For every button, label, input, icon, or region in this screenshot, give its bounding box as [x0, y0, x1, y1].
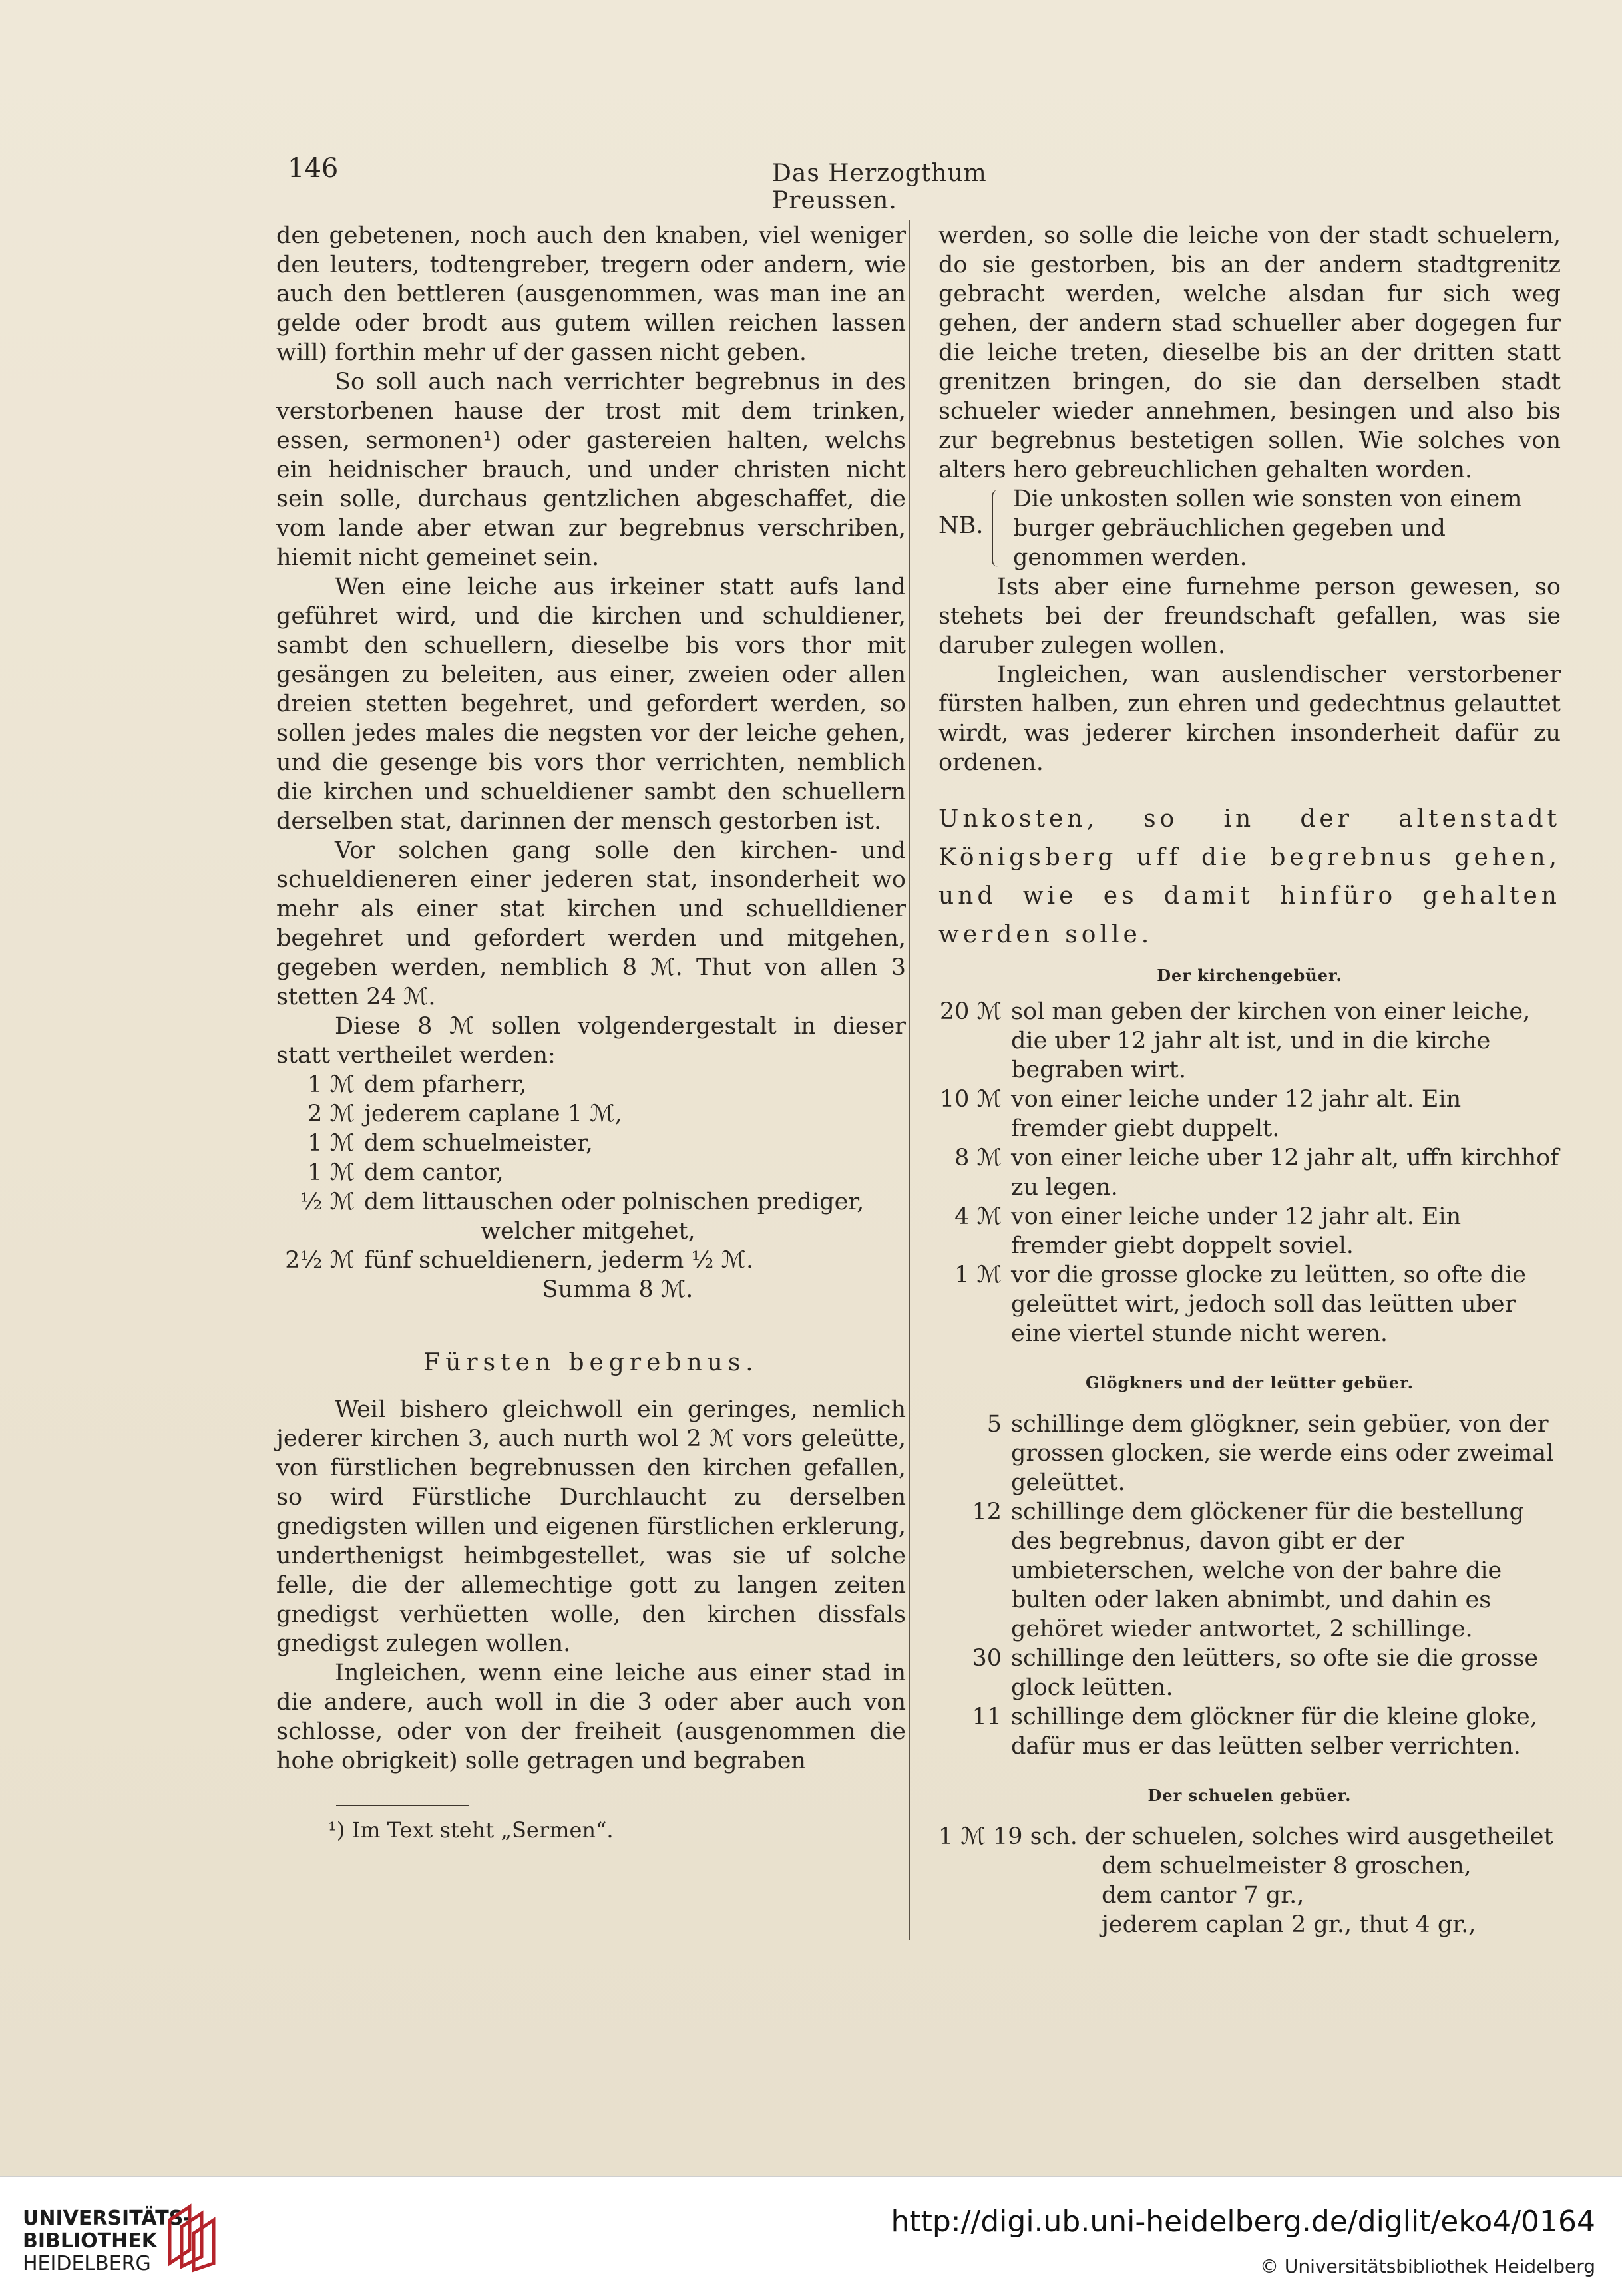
- paragraph: So soll auch nach verrichter begrebnus in des verstorbenen hause der trost mit dem trinken, essen, sermonen¹) oder gastereien halten, welchs ein heidnischer brauch, und under christen nicht sein solle, durchaus gentzlichen abgeschaffet, die vom lande aber etwan zur begrebnus verschriben, hiemit nicht gemeinet sein.: [276, 369, 906, 571]
- list-item: 4 ℳ von einer leiche under 12 jahr alt. Ein fremder giebt doppelt soviel.: [954, 1203, 1462, 1259]
- list-item: 1 ℳ vor die grosse glocke zu leütten, so ofte die geleüttet wirt, jedoch soll das leütten uber eine viertel stunde nicht weren.: [954, 1262, 1527, 1347]
- column-divider: [909, 220, 910, 1940]
- list-item: 2 ℳ jederem caplane 1 ℳ,: [307, 1101, 622, 1127]
- paragraph: Diese 8 ℳ sollen volgendergestalt in dieser statt vertheilet werden:: [276, 1013, 906, 1069]
- fee-list: [938, 1410, 1561, 1761]
- school-fee: [938, 1822, 1561, 1939]
- page-number: 146: [288, 153, 339, 184]
- list-item: 20 ℳ sol man geben der kirchen von einer leiche, die uber 12 jahr alt ist, und in die kirche begraben wirt.: [939, 998, 1531, 1083]
- viewer-footer: [0, 2176, 1622, 2296]
- paragraph: Ingleichen, wenn eine leiche aus einer stad in die andere, auch woll in die 3 oder aber auch von schlosse, oder von der freiheit (ausgenommen die hohe obrigkeit) solle getragen und begraben: [276, 1660, 906, 1774]
- nb-text: Die unkosten sollen wie sonsten von einem burger gebräuchlichen gegeben und genommen werden.: [1013, 486, 1522, 571]
- fee-line: dem cantor 7 gr.,: [1102, 1882, 1305, 1909]
- fee-line: jederem caplan 2 gr., thut 4 gr.,: [1102, 1911, 1476, 1938]
- footnote: ¹) Im Text steht „Sermen“.: [328, 1818, 614, 1843]
- list-item: 10 ℳ von einer leiche under 12 jahr alt. Ein fremder giebt duppelt.: [939, 1086, 1462, 1142]
- paragraph: Wen eine leiche aus irkeiner statt aufs land geführet wird, und die kirchen und schuldiener, sambt den schuellern, dieselbe bis vors thor mit gesängen zu beleiten, aus einer, zweien oder allen dreien stetten begehret, und gefordert werden, so sollen jedes males die negsten vor der leiche gehen, und die gesenge bis vors thor verrichten, nemblich die kirchen und schueldiener sambt den schuellern derselben stat, darinnen der mensch gestorben ist.: [276, 574, 906, 835]
- page-header: [0, 153, 1622, 214]
- fee-list: [938, 997, 1561, 1348]
- list-item: 8 ℳ von einer leiche uber 12 jahr alt, uffn kirchhof zu legen.: [954, 1145, 1559, 1201]
- list-item: 30 schillinge den leütters, so ofte sie die grosse glock leütten.: [972, 1645, 1539, 1701]
- list-item: 12 schillinge dem glöckener für die bestellung des begrebnus, davon gibt er der umbieterschen, welche von der bahre die bulten oder laken abnimbt, und dahin es gehöret wieder antwortet, 2 schillinge.: [972, 1499, 1524, 1642]
- subheading: Der schuelen gebüer.: [1147, 1786, 1352, 1805]
- copyright-notice: © Universitätsbibliothek Heidelberg: [1259, 2255, 1595, 2277]
- list-item: ½ ℳ dem littauschen oder polnischen prediger,: [300, 1189, 865, 1215]
- library-logo-text: UNIVERSITÄTS- BIBLIOTHEK HEIDELBERG: [23, 2207, 192, 2275]
- brace: [992, 490, 1006, 567]
- subheading: Der kirchengebüer.: [1157, 966, 1342, 985]
- list-item: 11 schillinge dem glöckner für die kleine gloke, dafür mus er das leütten selber verrichten.: [972, 1704, 1537, 1760]
- list-item: welcher mitgehet,: [481, 1218, 696, 1244]
- nb-note: [938, 484, 1561, 572]
- running-head: Das Herzogthum Preussen.: [772, 160, 987, 214]
- permalink-url[interactable]: http://digi.ub.uni-heidelberg.de/diglit/eko4/0164: [891, 2205, 1595, 2239]
- list-item: 1 ℳ dem schuelmeister,: [307, 1130, 593, 1157]
- paragraph: Weil bishero gleichwoll ein geringes, nemlich jederer kirchen 3, auch nurth wol 2 ℳ vors geleütte, von fürstlichen begrebnussen den kirchen gefallen, so wird Fürstliche Durchlaucht zu derselben gnedigsten willen und eigenen fürstlichen erklerung, underthenigst heimbgestellet, was sie uf solche felle, die der allemechtige gott zu langen zeiten gnedigst verhüetten wolle, den kirchen dissfals gnedigst zulegen wollen.: [276, 1396, 906, 1657]
- fee-lead: 1 ℳ 19 sch. der schuelen, solches wird ausgetheilet: [938, 1823, 1553, 1850]
- fee-line: dem schuelmeister 8 groschen,: [1102, 1853, 1472, 1879]
- paragraph: Ists aber eine furnehme person gewesen, so stehets bei der freundschaft gefallen, was sie daruber zulegen wollen.: [938, 574, 1561, 659]
- library-logo-icon: [163, 2200, 223, 2273]
- paragraph: werden, so solle die leiche von der stadt schuelern, do sie gestorben, bis an der andern stadtgrenitz gebracht werden, welche alsdan fur sich weg gehen, der andern stad schueller aber dogegen fur die leiche treten, dieselbe bis an der dritten statt grenitzen bringen, do sie dan derselben stadt schueler wieder annehmen, besingen und also bis zur begrebnus bestetigen sollen. Wie solches von alters hero gebreuchlichen gehalten worden.: [938, 222, 1561, 483]
- right-column: [938, 221, 1561, 1939]
- summa-line: Summa 8 ℳ.: [542, 1276, 694, 1303]
- list-item: 2½ ℳ fünf schueldienern, jederm ½ ℳ.: [285, 1247, 754, 1274]
- paragraph: Ingleichen, wan auslendischer verstorbener fürsten halben, zun ehren und gedechtnus gelauttet wirdt, was jederer kirchen insonderheit dafür zu ordenen.: [938, 662, 1561, 776]
- left-column: [276, 221, 906, 1845]
- subheading: Glögkners und der leütter gebüer.: [1086, 1373, 1414, 1392]
- section-heading: Unkosten, so in der altenstadt Königsberg uff die begrebnus gehen, und wie es damit hinfüro gehalten werden solle.: [938, 805, 1561, 948]
- list-item: 1 ℳ dem cantor,: [307, 1159, 504, 1186]
- distribution-list: [276, 1070, 906, 1275]
- section-heading: Fürsten begrebnus.: [423, 1349, 759, 1376]
- paragraph: den gebetenen, noch auch den knaben, viel weniger den leuters, todtengreber, tregern oder andern, wie auch den bettleren (ausgenommen, was man ine an gelde oder brodt aus gutem willen reichen lassen will) forthin mehr uf der gassen nicht geben.: [276, 222, 906, 366]
- footnote-rule: [336, 1805, 469, 1806]
- paragraph: Vor solchen gang solle den kirchen- und schueldieneren einer jederen stat, insonderheit wo mehr als einer stat kirchen und schuelldiener begehret und gefordert werden und mitgehen, gegeben werden, nemblich 8 ℳ. Thut von allen 3 stetten 24 ℳ.: [276, 837, 906, 1010]
- list-item: 1 ℳ dem pfarherr,: [307, 1071, 527, 1098]
- list-item: 5 schillinge dem glögkner, sein gebüer, von der grossen glocken, sie werde eins oder zweimal geleüttet.: [986, 1411, 1554, 1496]
- nb-label: NB.: [938, 512, 984, 539]
